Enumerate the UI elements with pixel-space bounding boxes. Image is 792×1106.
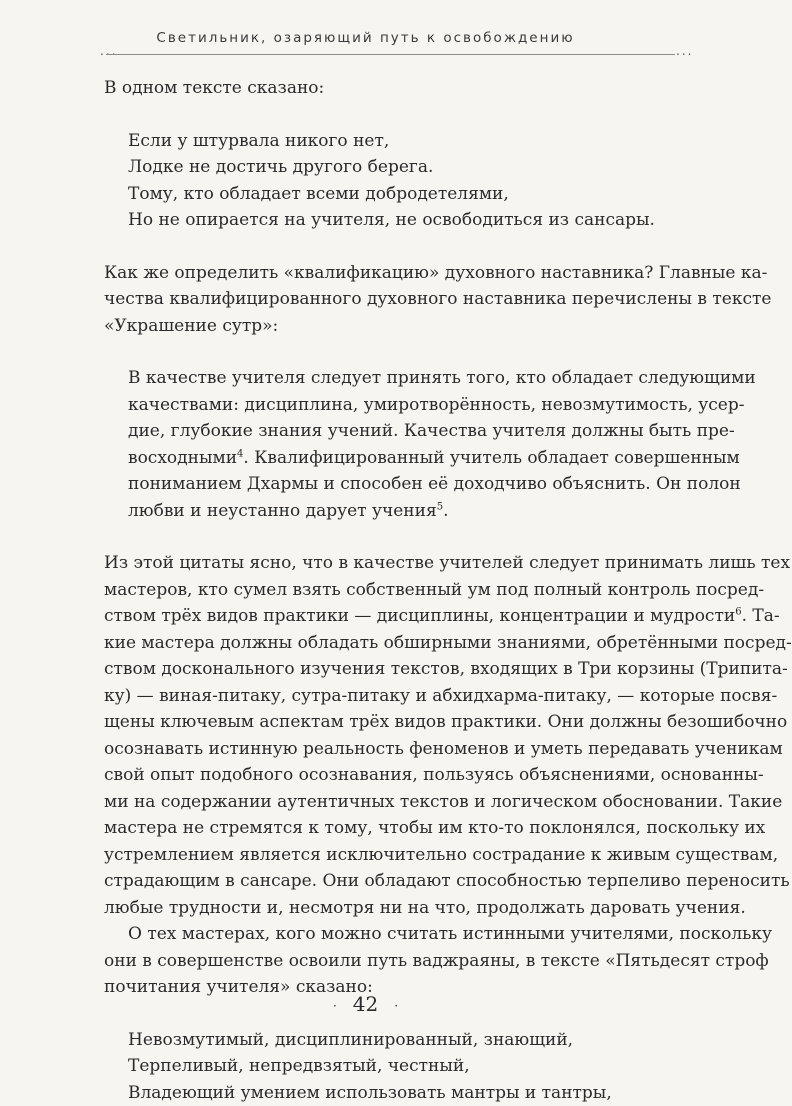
paragraph-masters — [104, 550, 674, 921]
paragraph-line: осознавать истинную реальность феноменов и уметь передавать ученикам — [104, 736, 674, 763]
paragraph-line: почитания учителя» сказано: — [104, 974, 674, 1001]
header-rule — [106, 54, 675, 55]
paragraph-line: они в совершенстве освоили путь ваджраяны, в тексте «Пятьдесят строф — [104, 948, 674, 975]
paragraph-line: «Украшение сутр»: — [104, 313, 674, 340]
footnote-ref-5[interactable]: 5 — [437, 501, 443, 512]
paragraph-line: О тех мастерах, кого можно считать истинными учителями, поскольку — [104, 921, 674, 948]
poem-helmsman — [128, 128, 674, 234]
poem-line: Невозмутимый, дисциплинированный, знающий, — [128, 1027, 674, 1054]
paragraph-line: свой опыт подобного осознавания, пользуясь объяснениями, основанны- — [104, 762, 674, 789]
paragraph-line: любые трудности и, несмотря ни на что, продолжать даровать учения. — [104, 895, 674, 922]
poem-line: Но не опирается на учителя, не освободиться из сансары. — [128, 207, 674, 234]
footer-dot-left: · — [333, 999, 337, 1013]
poem-line: Владеющий умением использовать мантры и тантры, — [128, 1080, 674, 1106]
poem-line: Терпеливый, непредвзятый, честный, — [128, 1053, 674, 1080]
intro-line: В одном тексте сказано: — [104, 75, 674, 102]
quote-line: В качестве учителя следует принять того, кто обладает следующими — [128, 365, 674, 392]
page-body — [104, 75, 674, 1106]
page-footer — [0, 992, 731, 1016]
running-header: Светильник, озаряющий путь к освобождению — [0, 30, 731, 46]
paragraph-vajrayana — [104, 921, 674, 1001]
paragraph-line: щены ключевым аспектам трёх видов практики. Они должны безошибочно — [104, 709, 674, 736]
poem-fifty-verses — [128, 1027, 674, 1106]
header-dots-right: ... — [676, 44, 693, 58]
paragraph-line: ством досконального изучения текстов, входящих в Три корзины (Трипита- — [104, 656, 674, 683]
poem-line: Если у штурвала никого нет, — [128, 128, 674, 155]
paragraph-line: мастера не стремятся к тому, чтобы им кто-то поклонялся, поскольку их — [104, 815, 674, 842]
paragraph-line: Как же определить «квалификацию» духовного наставника? Главные ка- — [104, 260, 674, 287]
quote-line: пониманием Дхармы и способен её доходчиво объяснить. Он полон — [128, 471, 674, 498]
quote-line: любви и неустанно дарует учения$^5$. — [128, 498, 674, 525]
footnote-ref-6[interactable]: 6 — [735, 606, 741, 617]
paragraph-line: ством трёх видов практики — дисциплины, концентрации и мудрости$^6$. Та- — [104, 603, 674, 630]
quote-line: восходными$^4$. Квалифицированный учитель обладает совершенным — [128, 445, 674, 472]
paragraph-line: устремлением является исключительно сострадание к живым существам, — [104, 842, 674, 869]
header-dots-left: ... — [100, 44, 117, 58]
quote-line: дие, глубокие знания учений. Качества учителя должны быть пре- — [128, 418, 674, 445]
page-number: 42 — [353, 992, 378, 1016]
paragraph-line: ку) — виная-питаку, сутра-питаку и абхидхарма-питаку, — которые посвя- — [104, 683, 674, 710]
paragraph-line: мастеров, кто сумел взять собственный ум под полный контроль посред- — [104, 577, 674, 604]
paragraph-qualification — [104, 260, 674, 340]
paragraph-line: ми на содержании аутентичных текстов и логическом обосновании. Такие — [104, 789, 674, 816]
paragraph-line: чества квалифицированного духовного наставника перечислены в тексте — [104, 286, 674, 313]
quote-ornament-of-sutras — [128, 365, 674, 524]
quote-line: качествами: дисциплина, умиротворённость, невозмутимость, усер- — [128, 392, 674, 419]
paragraph-line: страдающим в сансаре. Они обладают способностью терпеливо переносить — [104, 868, 674, 895]
footnote-ref-4[interactable]: 4 — [237, 448, 243, 459]
footer-dot-right: · — [394, 999, 398, 1013]
paragraph-line: кие мастера должны обладать обширными знаниями, обретёнными посред- — [104, 630, 674, 657]
poem-line: Тому, кто обладает всеми добродетелями, — [128, 181, 674, 208]
paragraph-line: Из этой цитаты ясно, что в качестве учителей следует принимать лишь тех — [104, 550, 674, 577]
poem-line: Лодке не достичь другого берега. — [128, 154, 674, 181]
